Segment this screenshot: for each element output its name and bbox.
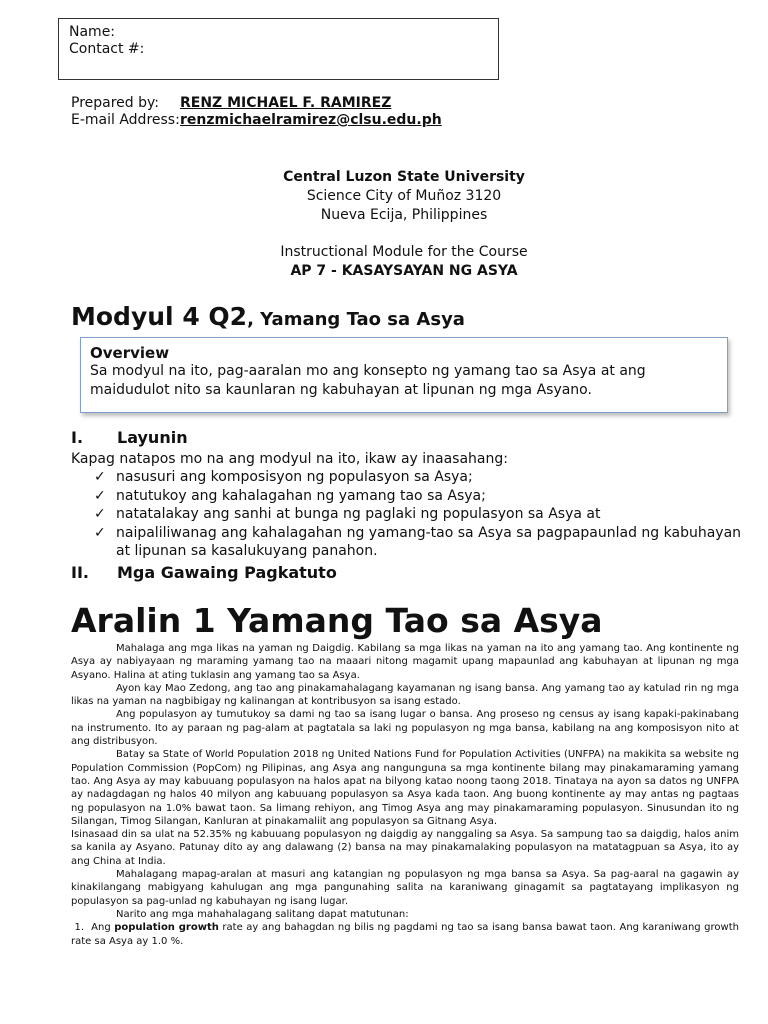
check-icon: ✓ [94,487,106,504]
paragraph: Batay sa State of World Population 2018 ng United Nations Fund for Population Activities (UNFPA) na makikita sa website ng Population Commission (PopCom) ng Pilipinas, ang Asya ang nangunguna sa mga kontinente bilang may pinakamaraming yamang tao. Ang Asya ay may kabuuang populasyon na halos apat na bilyong katao noong taong 2018. Tinataya na ayon sa datos ng UNFPA ay nadagdagan ng halos 40 milyon ang kabuuang populasyon sa Asya kada taon. Ang buong kontinente ay may antas ng pagtaas ng populasyon na 1.0% bawat taon. Sa limang rehiyon, ang Timog Asya ang may pinakamaraming populasyon. Sinusundan ito ng Silangan, Timog Silangan, Kanluran at pinakamaliit ang populasyon sa Gitnang Asya. [71,749,739,827]
list-item [94,487,744,506]
module-subtitle: , Yamang Tao sa Asya [247,309,465,330]
module-title: Modyul 4 Q2 [71,302,248,331]
section-gawain-heading [71,563,337,582]
prepared-by-block [71,95,442,129]
lesson-body [71,642,739,948]
name-contact-box [58,18,499,80]
definition-number: 1. Ang [71,922,115,934]
check-icon: ✓ [94,469,106,485]
overview-box [80,337,728,413]
course-title: AP 7 - KASAYSAYAN NG ASYA [290,263,518,279]
objective-text: natatalakay ang sanhi at bunga ng paglaki ng populasyon sa Asya at [116,506,601,522]
paragraph: Isinasaad din sa ulat na 52.35% ng kabuuang populasyon ng daigdig ay nanggaling sa Asya. Sa sampung tao sa daigdig, halos anim sa kanila ay Asyano. Patunay dito ay ang dalawang (2) bansa na may pinakamalaking populasyon na matatagpuan sa Asya, ito ay ang China at India. [71,829,739,867]
objective-text: naipaliliwanag ang kahalagahan ng yamang-tao sa Asya sa pagpapaunlad ng kabuhayan at lipunan sa kasalukuyang panahon. [116,524,742,559]
section-number: I. [71,428,84,447]
module-course-line: Instructional Module for the Course [280,244,528,260]
overview-heading: Overview [90,344,170,362]
paragraph-definition [71,921,739,948]
list-item [94,505,744,524]
paragraph: Mahalagang mapag-aralan at masuri ang katangian ng populasyon ng mga bansa sa Asya. Sa pag-aaral na gagawin ay kinakilangang mabigyang kahulugan ang mga pangunahing salita na karaniwang ginagamit sa pagtatayang implikasyon ng populasyon sa pag-unlad ng kabuhayan ng isang lugar. [71,869,739,907]
list-item [94,468,744,487]
paragraph: Ayon kay Mao Zedong, ang tao ang pinakamahalagang kayamanan ng isang bansa. Ang yamang tao ay katulad rin ng mga likas na yaman na nagbibigay ng kalinangan at kontribusyon sa isang estado. [71,682,739,708]
section-number: II. [71,563,89,582]
university-address-2: Nueva Ecija, Philippines [320,207,488,223]
objectives-list [94,468,744,561]
paragraph: Narito ang mga mahahalagang salitang dapat matutunan: [116,908,409,920]
paragraph: Ang populasyon ay tumutukoy sa dami ng tao sa isang lugar o bansa. Ang proseso ng census ay isang kapaki-pakinabang na instrumento. Ito ay paraan ng pag-alam at pagtatala sa laki ng populasyon ng mga bansa, kabilang na ang komposisyon nito at ang distribusyon. [71,709,739,748]
definition-term: population growth [114,922,219,934]
objective-text: nasusuri ang komposisyon ng populasyon sa Asya; [116,469,473,485]
section-layunin-heading [71,428,188,447]
section-title: Layunin [117,428,188,447]
university-address-1: Science City of Muñoz 3120 [306,188,502,204]
paragraph: Mahalaga ang mga likas na yaman ng Daigdig. Kabilang sa mga likas na yaman na ito ang yamang tao. Ang kontinente ng Asya ay nabiyayaan ng maraming yamang tao na maaari nitong magamit upang mapaunlad ang kabuhayan at lipunan ng mga Asyano. Halina at ating tuklasin ang yamang tao sa Asya. [71,643,739,681]
overview-text: Sa modyul na ito, pag-aaralan mo ang konsepto ng yamang tao sa Asya at ang maidudulot nito sa kaunlaran ng kabuhayan at lipunan ng mga Asyano. [90,363,646,398]
email-label: E-mail Address: [71,112,180,128]
list-item [94,524,744,561]
section-title: Mga Gawaing Pagkatuto [117,563,337,582]
prepared-by-label: Prepared by: [71,95,159,111]
objectives-intro: Kapag natapos mo na ang modyul na ito, ikaw ay inaasahang: [71,451,508,467]
university-name: Central Luzon State University [283,169,525,185]
name-label: Name: [69,24,116,40]
contact-label: Contact #: [69,41,145,57]
module-heading [71,302,465,331]
author-email-link[interactable]: renzmichaelramirez@clsu.edu.ph [180,112,442,128]
author-name: RENZ MICHAEL F. RAMIREZ [180,95,392,111]
check-icon: ✓ [94,524,106,541]
definition-text: rate ay ang bahagdan ng bilis ng pagdami ng tao sa isang bansa bawat taon. Ang karaniwang growth rate sa Asya ay 1.0 %. [71,922,739,947]
lesson-title: Aralin 1 Yamang Tao sa Asya [71,601,603,640]
objective-text: natutukoy ang kahalagahan ng yamang tao sa Asya; [116,487,486,504]
check-icon: ✓ [94,506,106,522]
